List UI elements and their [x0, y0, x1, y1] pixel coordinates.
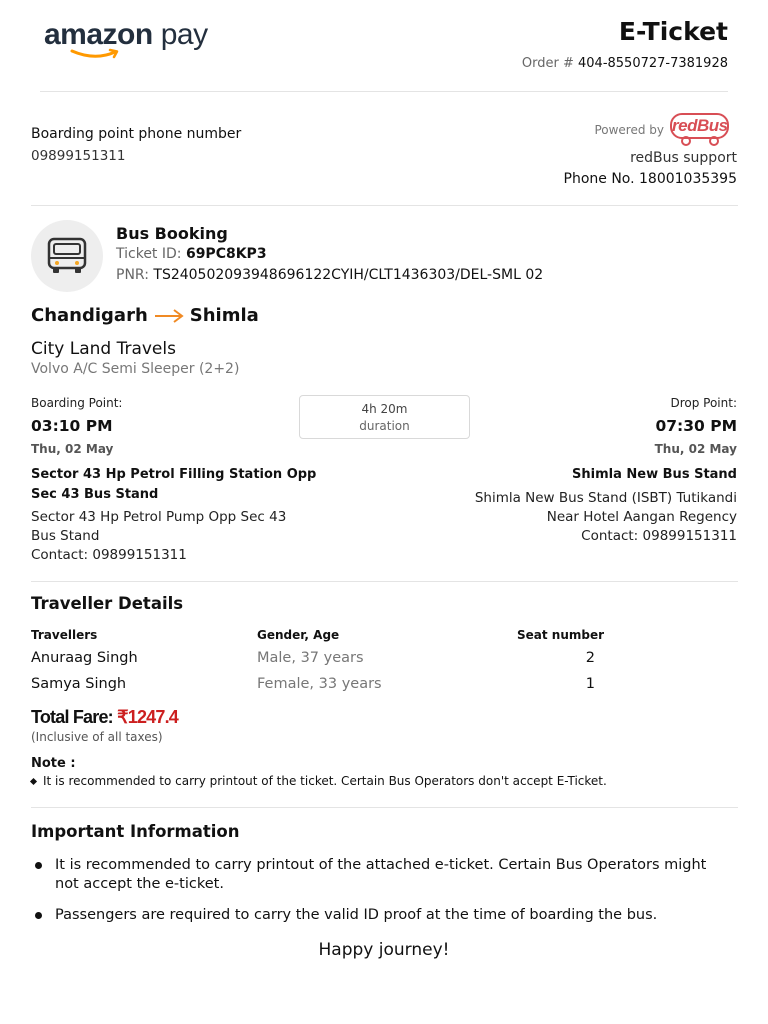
- important-info-list: [31, 856, 731, 937]
- traveller-details-title: Traveller Details: [31, 594, 184, 613]
- arrow-right-icon: [154, 309, 184, 323]
- order-value: 404-8550727-7381928: [578, 56, 728, 71]
- logo-amazon-text: amazon: [44, 18, 153, 51]
- ticket-id-line: [116, 246, 267, 262]
- order-label: Order #: [521, 56, 574, 71]
- boarding-stop-name: [31, 465, 316, 505]
- route-heading: [31, 305, 259, 326]
- info-text: It is recommended to carry printout of the attached e-ticket. Certain Bus Operators might not accept the e-ticket.: [55, 857, 707, 892]
- page-title: E-Ticket: [618, 17, 728, 46]
- boarding-time: 03:10 PM: [31, 417, 113, 435]
- support-phone: Phone No. 18001035395: [563, 171, 737, 187]
- table-header-seat: Seat number: [517, 628, 605, 642]
- note-text: It is recommended to carry printout of the ticket. Certain Bus Operators don't accept E-Ticket.: [43, 774, 607, 788]
- redbus-logo: [670, 113, 730, 147]
- traveller-seat: 1: [585, 676, 595, 692]
- drop-address-line2: Near Hotel Aangan Regency: [546, 509, 737, 525]
- support-label: redBus support: [630, 150, 737, 166]
- boarding-point-label: Boarding Point:: [31, 396, 123, 410]
- amazon-pay-logo: [44, 18, 208, 52]
- drop-stop-name: Shimla New Bus Stand: [572, 467, 737, 482]
- total-fare-label: Total Fare:: [31, 707, 113, 727]
- boarding-address-line1: Sector 43 Hp Petrol Pump Opp Sec 43: [31, 509, 287, 525]
- duration-label: duration: [359, 419, 410, 433]
- drop-address-line1: Shimla New Bus Stand (ISBT) Tutikandi: [474, 490, 737, 506]
- powered-by-label: Powered by: [594, 123, 664, 137]
- divider: [31, 581, 738, 582]
- boarding-stop-name-line1: Sector 43 Hp Petrol Filling Station Opp: [31, 467, 317, 482]
- logo-pay-text: pay: [160, 18, 208, 51]
- booking-title: Bus Booking: [116, 224, 228, 243]
- route-to: Shimla: [189, 305, 259, 326]
- total-fare: [31, 707, 178, 728]
- powered-by-redbus: [594, 113, 730, 147]
- bus-type: Volvo A/C Semi Sleeper (2+2): [31, 361, 240, 377]
- traveller-gender-age: Female, 33 years: [257, 676, 382, 692]
- pnr-label: PNR:: [116, 267, 149, 283]
- bus-icon-circle: [31, 220, 103, 292]
- boarding-address: [31, 508, 286, 565]
- divider: [31, 807, 738, 808]
- redbus-logo-text: redBus: [672, 116, 728, 135]
- list-item: [31, 906, 731, 925]
- note-label: Note :: [31, 756, 76, 771]
- pnr-value: TS240502093948696122CYIH/CLT1436303/DEL-SML 02: [153, 267, 544, 283]
- drop-time: 07:30 PM: [655, 417, 737, 435]
- boarding-contact: Contact: 09899151311: [31, 547, 187, 563]
- table-header-travellers: Travellers: [31, 628, 98, 642]
- boarding-date: Thu, 02 May: [31, 442, 114, 456]
- traveller-name: Anuraag Singh: [31, 650, 138, 666]
- ticket-id-value: 69PC8KP3: [185, 246, 267, 262]
- traveller-seat: 2: [585, 650, 595, 666]
- total-fare-amount: ₹1247.4: [117, 707, 179, 727]
- bullet-icon: [30, 777, 37, 784]
- bullet-icon: [35, 862, 42, 869]
- drop-address: [475, 489, 737, 546]
- amazon-smile-icon: [70, 48, 120, 60]
- boarding-phone-label: Boarding point phone number: [31, 126, 242, 142]
- fare-tax-note: (Inclusive of all taxes): [31, 730, 163, 744]
- boarding-stop-name-line2: Sec 43 Bus Stand: [31, 487, 159, 502]
- drop-contact: Contact: 09899151311: [581, 528, 737, 544]
- traveller-name: Samya Singh: [31, 676, 127, 692]
- bus-icon: [45, 236, 89, 276]
- info-text: Passengers are required to carry the valid ID proof at the time of boarding the bus.: [55, 907, 658, 923]
- note-item: [31, 774, 607, 788]
- ticket-id-label: Ticket ID:: [116, 246, 182, 262]
- traveller-gender-age: Male, 37 years: [257, 650, 364, 666]
- operator-name: City Land Travels: [31, 339, 176, 359]
- duration-value: 4h 20m: [361, 402, 408, 416]
- duration-box: [299, 395, 470, 439]
- bullet-icon: [35, 912, 42, 919]
- table-header-gender-age: Gender, Age: [257, 628, 340, 642]
- order-number: [522, 56, 728, 71]
- footer-message: Happy journey!: [318, 940, 450, 960]
- boarding-phone-number: 09899151311: [31, 148, 126, 164]
- drop-point-label: Drop Point:: [670, 396, 737, 410]
- divider: [40, 91, 728, 92]
- boarding-address-line2: Bus Stand: [31, 528, 100, 544]
- important-info-title: Important Information: [31, 822, 240, 841]
- pnr-line: [116, 267, 543, 283]
- drop-date: Thu, 02 May: [654, 442, 737, 456]
- divider: [31, 205, 738, 206]
- route-from: Chandigarh: [31, 305, 148, 326]
- list-item: [31, 856, 731, 894]
